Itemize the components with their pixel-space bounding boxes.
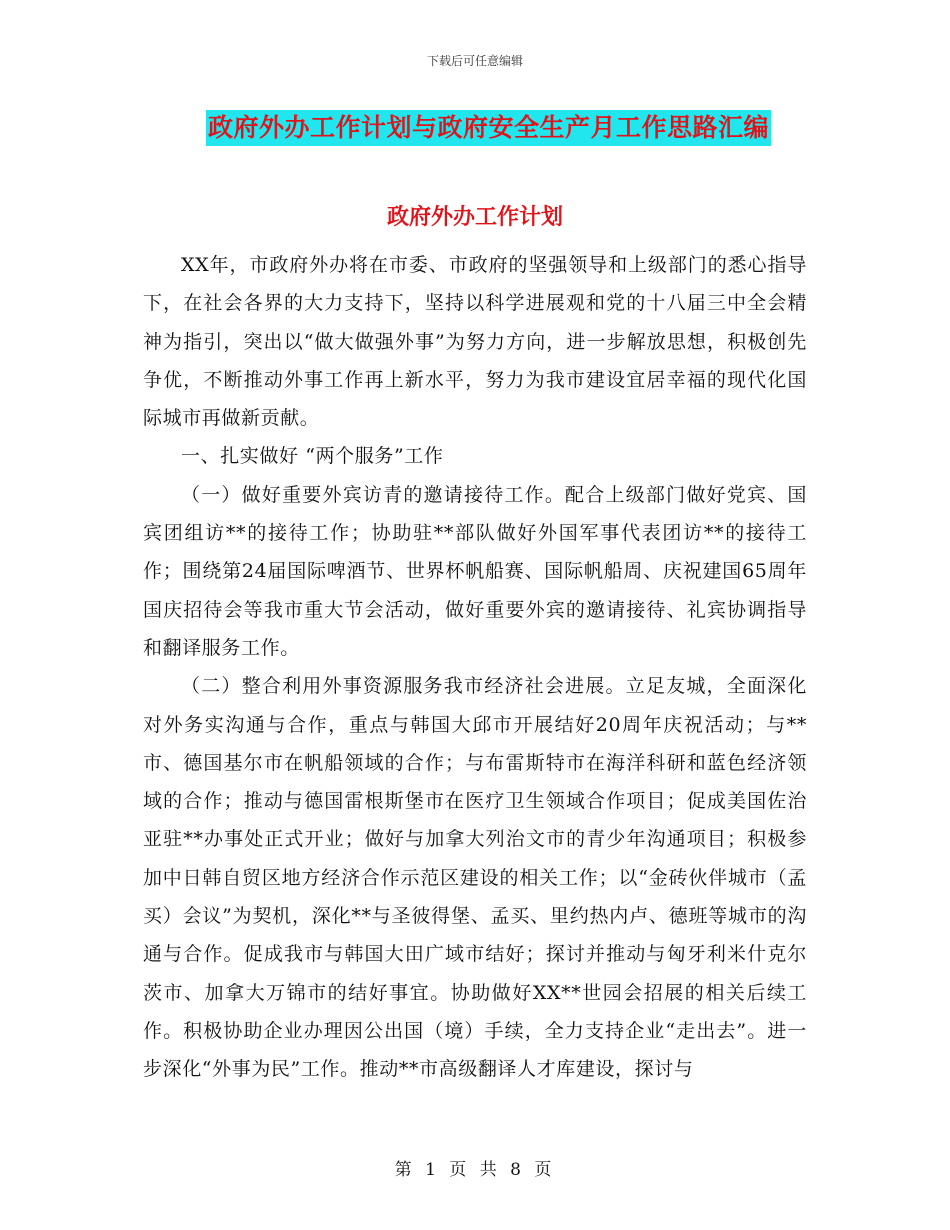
page-footer: 第 1 页 共 8 页 <box>394 1160 556 1180</box>
paragraph-item-1: （一）做好重要外宾访青的邀请接待工作。配合上级部门做好党宾、国宾团组访**的接待工作；协助驻**部队做好外国军事代表团访**的接待工作；围绕第24届国际啤酒节、世界杯帆船赛、国际帆船周、庆祝建国65周年国庆招待会等我市重大节会活动，做好重要外宾的邀请接待、礼宾协调指导和翻译服务工作。 <box>143 483 807 659</box>
paragraph-intro: XX年，市政府外办将在市委、市政府的坚强领导和上级部门的悉心指导下，在社会各界的大力支持下，坚持以科学进展观和党的十八届三中全会精神为指引，突出以“做大做强外事”为努力方向，进一步解放思想，积极创先争优，不断推动外事工作再上新水平，努力为我市建设宜居幸福的现代化国际城市再做新贡献。 <box>143 254 807 430</box>
paragraph-item-2: （二）整合利用外事资源服务我市经济社会进展。立足友城，全面深化对外务实沟通与合作，重点与韩国大邱市开展结好20周年庆祝活动；与**市、德国基尔市在帆船领域的合作；与布雷斯特市在海洋科研和蓝色经济领域的合作；推动与德国雷根斯堡市在医疗卫生领域合作项目；促成美国佐治亚驻**办事处正式开业；做好与加拿大列治文市的青少年沟通项目；积极参加中日韩自贸区地方经济合作示范区建设的相关工作；以“金砖伙伴城市（孟买）会议”为契机，深化**与圣彼得堡、孟买、里约热内卢、德班等城市的沟通与合作。促成我市与韩国大田广域市结好；探讨并推动与匈牙利米什克尔茨市、加拿大万锦市的结好事宜。协助做好XX**世园会招展的相关后续工作。积极协助企业办理因公出国（境）手续，全力支持企业“走出去”。进一步深化“外事为民”工作。推动**市高级翻译人才库建设，探讨与 <box>143 675 807 1081</box>
section-title: 政府外办工作计划 <box>386 204 563 230</box>
heading-part-one: 一、扎实做好 “两个服务”工作 <box>181 445 444 468</box>
page-header-note: 下载后可任意编辑 <box>426 54 523 68</box>
body-text <box>143 246 807 1089</box>
document-title: 政府外办工作计划与政府安全生产月工作思路汇编 <box>206 110 771 146</box>
